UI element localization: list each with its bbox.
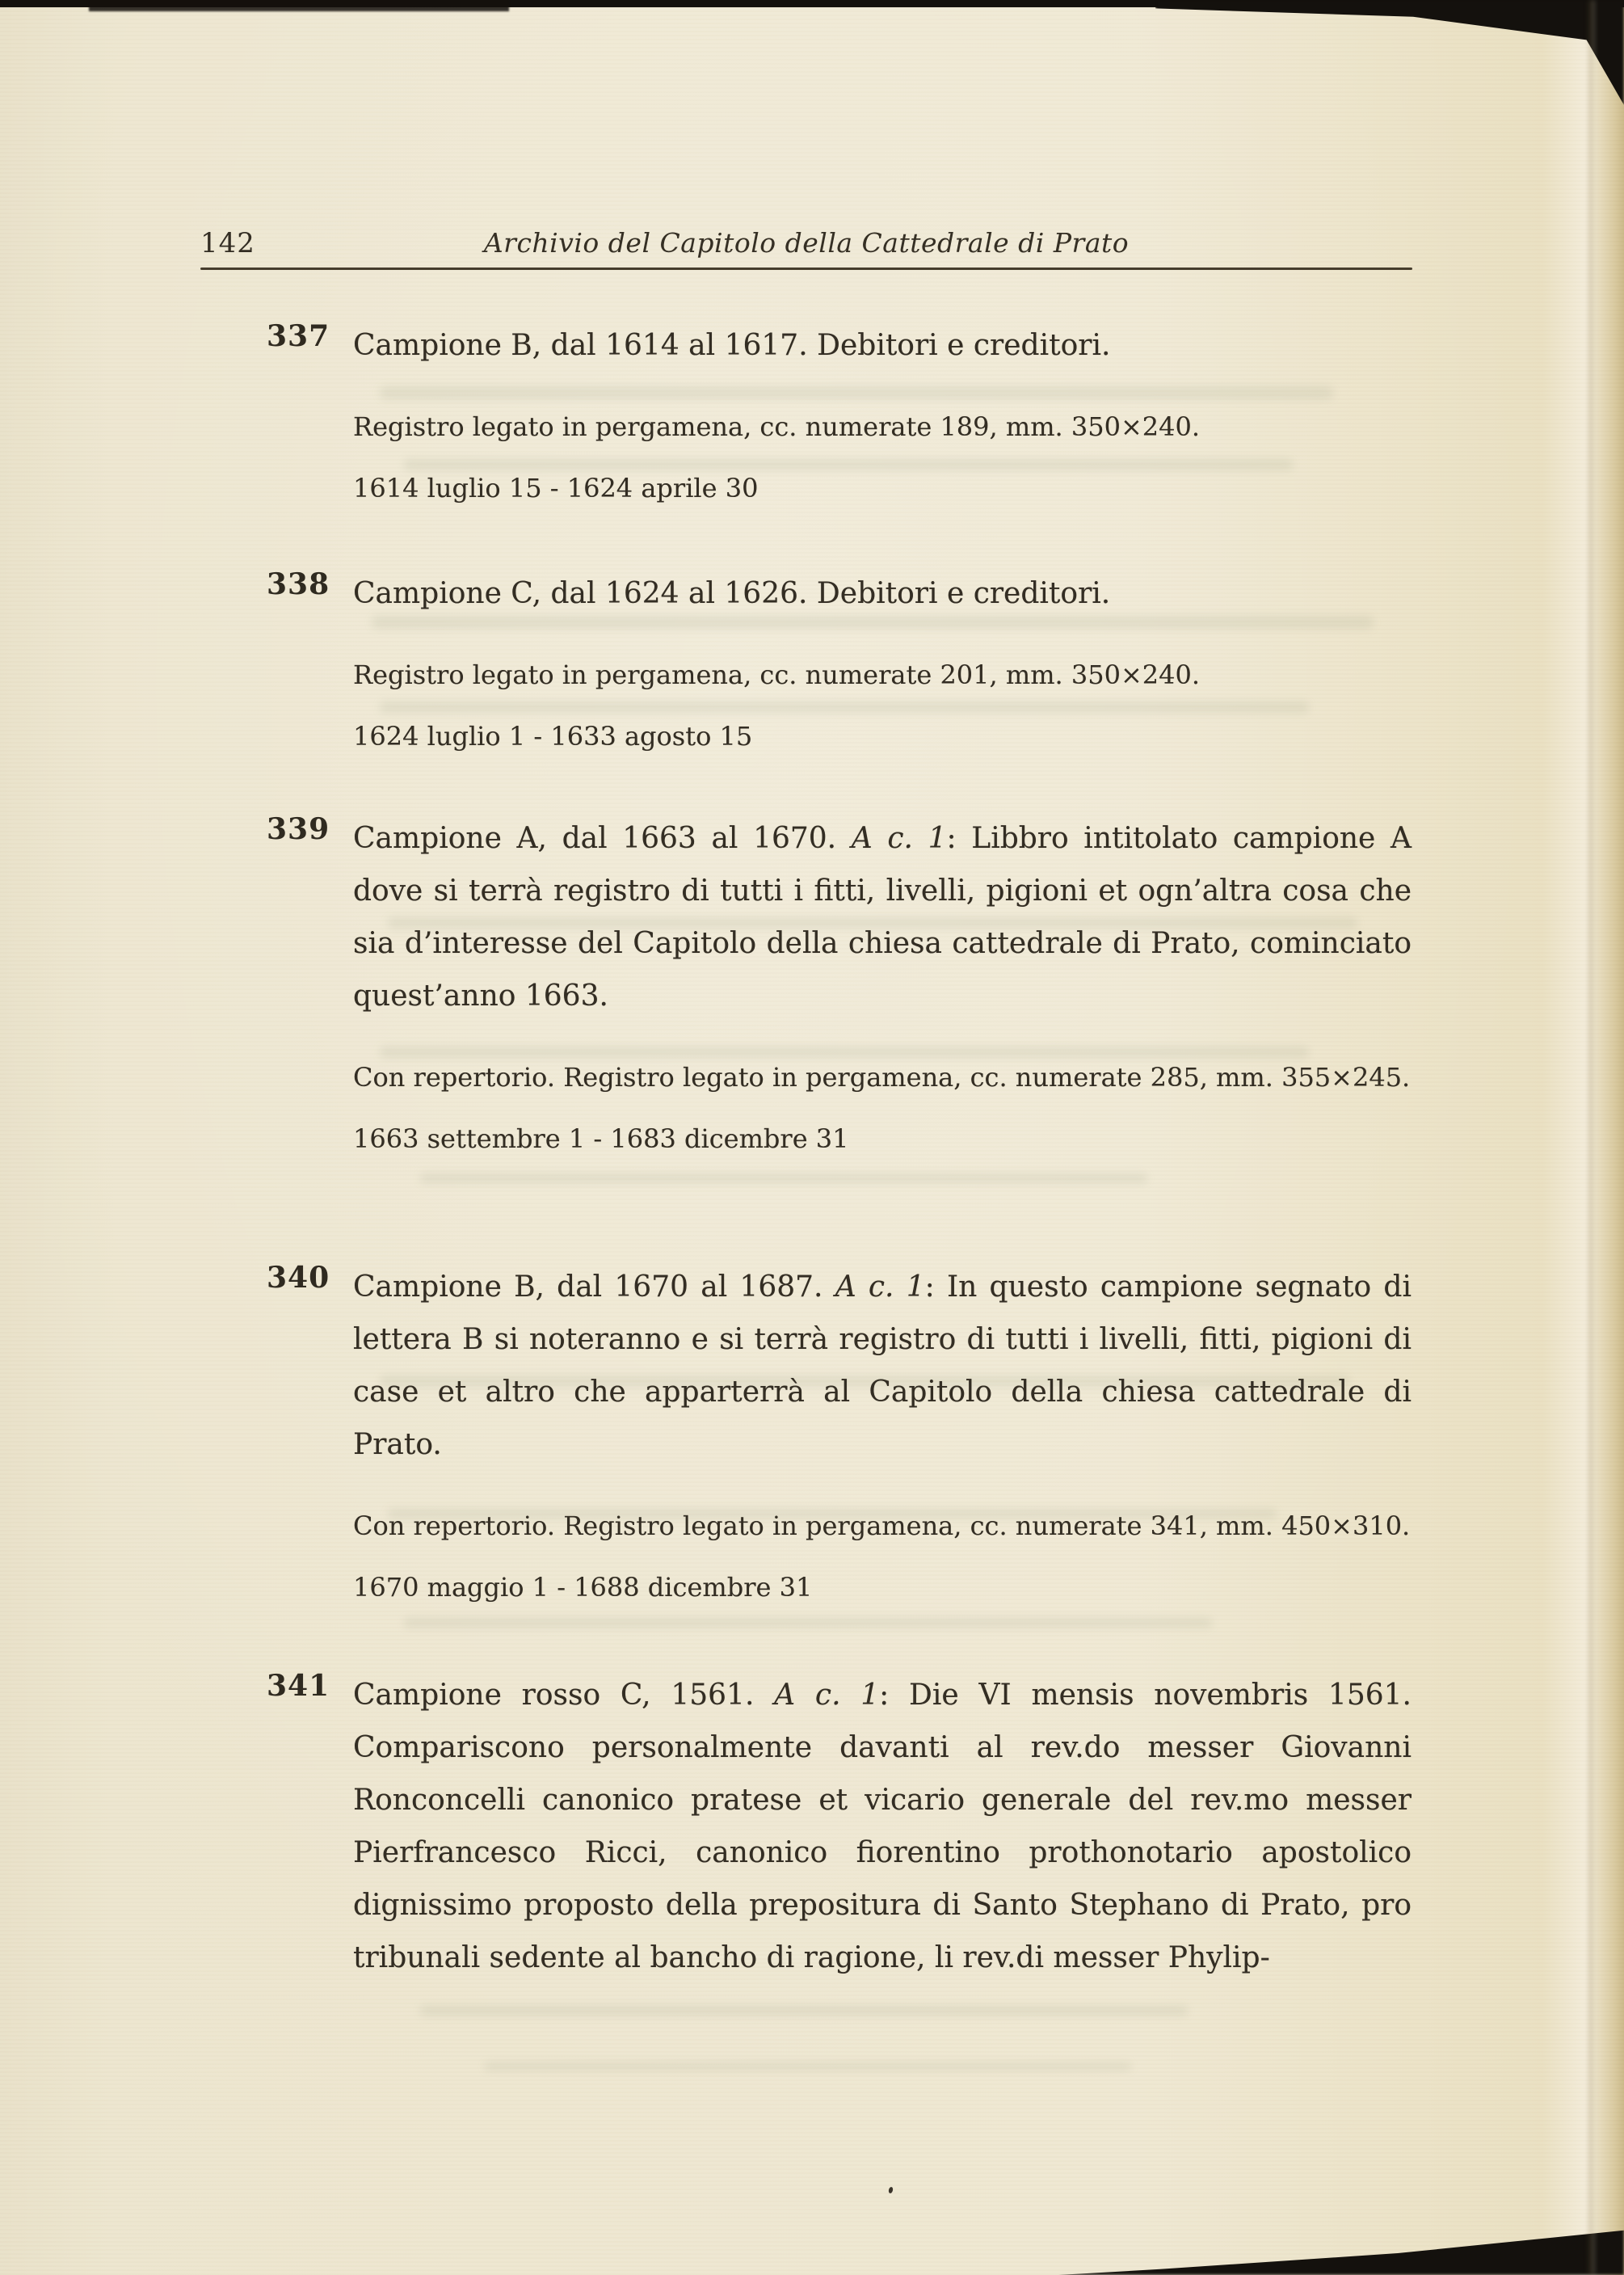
entry-date-range: 1663 settembre 1 - 1683 dicembre 31 [353, 1123, 849, 1154]
entry-title-rest: : In questo campione segnato di lettera B si noteranno e si terrà registro di tutti i livelli, fitti, pigioni di case et altro che apparterrà al Capitolo della chiesa cattedrale di Prato. [353, 1270, 1412, 1461]
entry-number: 341 [267, 1669, 330, 1703]
running-title: Archivio del Capitolo della Cattedrale di Prato [483, 227, 1130, 259]
entry-title-text: Campione rosso C, 1561. [353, 1679, 775, 1712]
entry-title-text: Campione C, dal 1624 al 1626. Debitori e creditori. [353, 577, 1111, 610]
entry-title [353, 812, 1412, 1022]
scan-corner-shadow-bottom-right [1058, 2227, 1624, 2275]
scan-corner-shadow-top-right [1155, 0, 1624, 105]
entry-body [353, 567, 1412, 759]
entry-title-rest: : Die VI mensis novembris 1561. Compariscono personalmente davanti al rev.do messer Giovanni Ronconcelli canonico pratese et vicario generale del rev.mo messer Pierfrancesco Ricci, canonico fiorentino prothonotario apostolico dignissimo proposto della prepositura di Santo Stephano di Prato, pro tribunali sedente al bancho di ragione, li rev.di messer Phylip- [353, 1679, 1412, 1974]
entry-title-text: Campione B, dal 1614 al 1617. Debitori e creditori. [353, 329, 1111, 362]
page-fold-crease [1587, 0, 1595, 2275]
entry-title-italic: A c. 1 [851, 822, 947, 855]
entry-title-italic: A c. 1 [835, 1270, 925, 1304]
showthrough-ghost [420, 2006, 1188, 2016]
catalog-entry-340 [267, 1261, 1414, 1610]
entry-date-range: 1624 luglio 1 - 1633 agosto 15 [353, 721, 753, 752]
entry-title [353, 319, 1412, 372]
entry-body [353, 319, 1412, 511]
catalog-entry-337 [267, 319, 1414, 511]
entry-title-text: Campione A, dal 1663 al 1670. [353, 822, 852, 855]
showthrough-ghost [485, 2062, 1131, 2071]
entry-body [353, 812, 1412, 1161]
entry-number: 337 [267, 319, 330, 353]
page-header [200, 227, 1412, 261]
page-number: 142 [200, 227, 255, 259]
entry-description: Registro legato in pergamena, cc. numerate 201, mm. 350×240. [353, 659, 1201, 690]
entry-description: Registro legato in pergamena, cc. numerate 189, mm. 350×240. [353, 411, 1201, 442]
entry-title [353, 1669, 1412, 1984]
entry-description: Con repertorio. Registro legato in pergamena, cc. numerate 285, mm. 355×245. [353, 1062, 1411, 1093]
entry-body [353, 1669, 1412, 1984]
entry-date-range: 1614 luglio 15 - 1624 aprile 30 [353, 473, 759, 503]
entry-description: Con repertorio. Registro legato in pergamena, cc. numerate 341, mm. 450×310. [353, 1510, 1411, 1541]
entry-number: 338 [267, 567, 330, 601]
catalog-entry-338 [267, 567, 1414, 759]
entry-title [353, 1261, 1412, 1471]
entry-body [353, 1261, 1412, 1610]
ink-speck [888, 2186, 894, 2193]
header-rule [200, 268, 1412, 270]
catalog-entry-339 [267, 812, 1414, 1161]
showthrough-ghost [420, 1173, 1147, 1183]
entry-title [353, 567, 1412, 620]
entry-number: 339 [267, 812, 330, 846]
entry-title-italic: A c. 1 [774, 1679, 880, 1712]
entry-title-text: Campione B, dal 1670 al 1687. [353, 1270, 835, 1304]
scan-top-edge-shadow [89, 0, 509, 11]
entry-number: 340 [267, 1261, 330, 1295]
entry-title-rest: : Libbro intitolato campione A dove si terrà registro di tutti i fitti, livelli, pigioni et ogn’altra cosa che sia d’interesse del Capitolo della chiesa cattedrale di Prato, cominciato quest’anno 1663. [353, 822, 1412, 1013]
showthrough-ghost [404, 1618, 1212, 1628]
catalog-entry-341 [267, 1669, 1414, 1984]
entry-date-range: 1670 maggio 1 - 1688 dicembre 31 [353, 1572, 813, 1603]
